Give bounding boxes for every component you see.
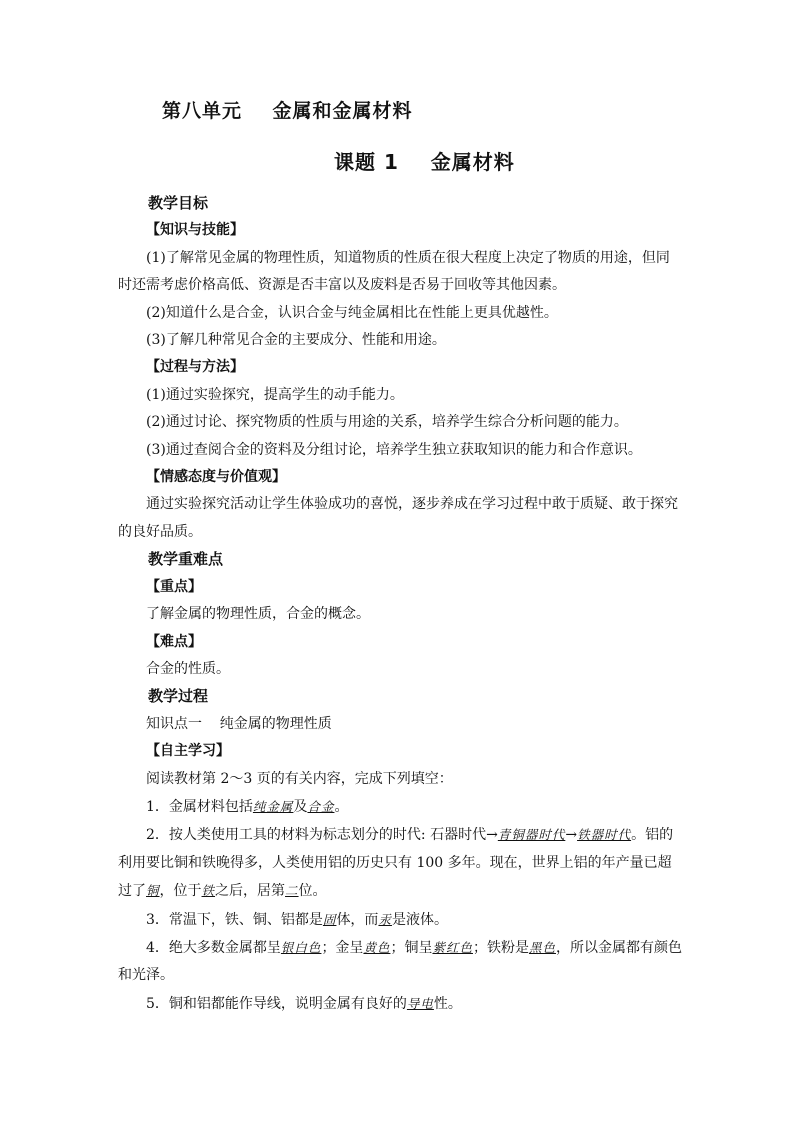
answer-blank: 合金 bbox=[307, 798, 335, 814]
question-5: 5．铜和铝都能作导线，说明金属有良好的导电性。 bbox=[146, 995, 462, 1012]
answer-blank: 铁 bbox=[201, 883, 216, 899]
answer-blank: 银白色 bbox=[280, 939, 322, 955]
paragraph: (2)通过讨论、探究物质的性质与用途的关系，培养学生综合分析问题的能力。 bbox=[146, 414, 628, 431]
label-emotion: 【情感态度与价值观】 bbox=[146, 469, 286, 486]
paragraph: 了解金属的物理性质，合金的概念。 bbox=[146, 606, 370, 623]
answer-blank: 铁器时代 bbox=[577, 827, 632, 843]
paragraph: (3)通过查阅合金的资料及分组讨论，培养学生独立获取知识的能力和合作意识。 bbox=[146, 441, 642, 458]
label-difficulty: 【难点】 bbox=[146, 633, 202, 650]
answer-blank: 固 bbox=[322, 911, 337, 927]
paragraph: 通过实验探究活动让学生体验成功的喜悦，逐步养成在学习过程中敢于质疑、敢于探究的良好品质。 bbox=[118, 496, 678, 540]
document-body bbox=[118, 190, 683, 1018]
question-3: 3．常温下，铁、铜、铝都是固体，而汞是液体。 bbox=[146, 911, 448, 928]
paragraph: 阅读教材第 2～3 页的有关内容，完成下列填空： bbox=[146, 770, 453, 787]
paragraph: (1)通过实验探究，提高学生的动手能力。 bbox=[146, 386, 404, 403]
label-knowledge: 【知识与技能】 bbox=[146, 222, 244, 239]
unit-title: 第八单元 金属和金属材料 bbox=[162, 100, 413, 122]
answer-blank: 二 bbox=[285, 883, 299, 899]
answer-blank: 紫红色 bbox=[432, 939, 473, 955]
question-4: 4．绝大多数金属都呈银白色；金呈黄色；铜呈紫红色；铁粉是黑色，所以金属都有颜色和光泽。 bbox=[118, 939, 682, 984]
label-process-method: 【过程与方法】 bbox=[146, 359, 244, 376]
paragraph: (2)知道什么是合金，认识合金与纯金属相比在性能上更具优越性。 bbox=[146, 304, 558, 321]
answer-blank: 铜 bbox=[146, 883, 160, 899]
answer-blank: 纯金属 bbox=[252, 798, 294, 814]
question-2: 2．按人类使用工具的材料为标志划分的时代: 石器时代→青铜器时代→铁器时代。铝的利用要比铜和铁晚得多，人类使用铝的历史只有 100 多年。现在，世界上铝的年产量已超过了铜，位于铁之后，居第二位。 bbox=[118, 827, 674, 900]
section-heading-process: 教学过程 bbox=[148, 687, 209, 706]
paragraph: (1)了解常见金属的物理性质，知道物质的性质在很大程度上决定了物质的用途，但同时还需考虑价格高低、资源是否丰富以及废料是否易于回收等其他因素。 bbox=[118, 249, 670, 294]
answer-blank: 导电 bbox=[406, 995, 434, 1011]
answer-blank: 黄色 bbox=[363, 939, 391, 955]
label-self-study: 【自主学习】 bbox=[146, 743, 230, 760]
paragraph: 合金的性质。 bbox=[146, 660, 230, 677]
answer-blank: 汞 bbox=[378, 911, 392, 927]
question-1: 1．金属材料包括纯金属及合金。 bbox=[146, 798, 349, 815]
paragraph: (3)了解几种常见合金的主要成分、性能和用途。 bbox=[146, 332, 446, 349]
lesson-title: 课题 1 金属材料 bbox=[334, 150, 515, 174]
knowledge-point-title: 知识点一 纯金属的物理性质 bbox=[146, 715, 332, 732]
answer-blank: 青铜器时代 bbox=[497, 827, 566, 843]
section-heading-key-points: 教学重难点 bbox=[148, 550, 224, 569]
label-focus: 【重点】 bbox=[146, 578, 202, 595]
answer-blank: 黑色 bbox=[528, 939, 556, 955]
section-heading-goals: 教学目标 bbox=[148, 194, 209, 212]
